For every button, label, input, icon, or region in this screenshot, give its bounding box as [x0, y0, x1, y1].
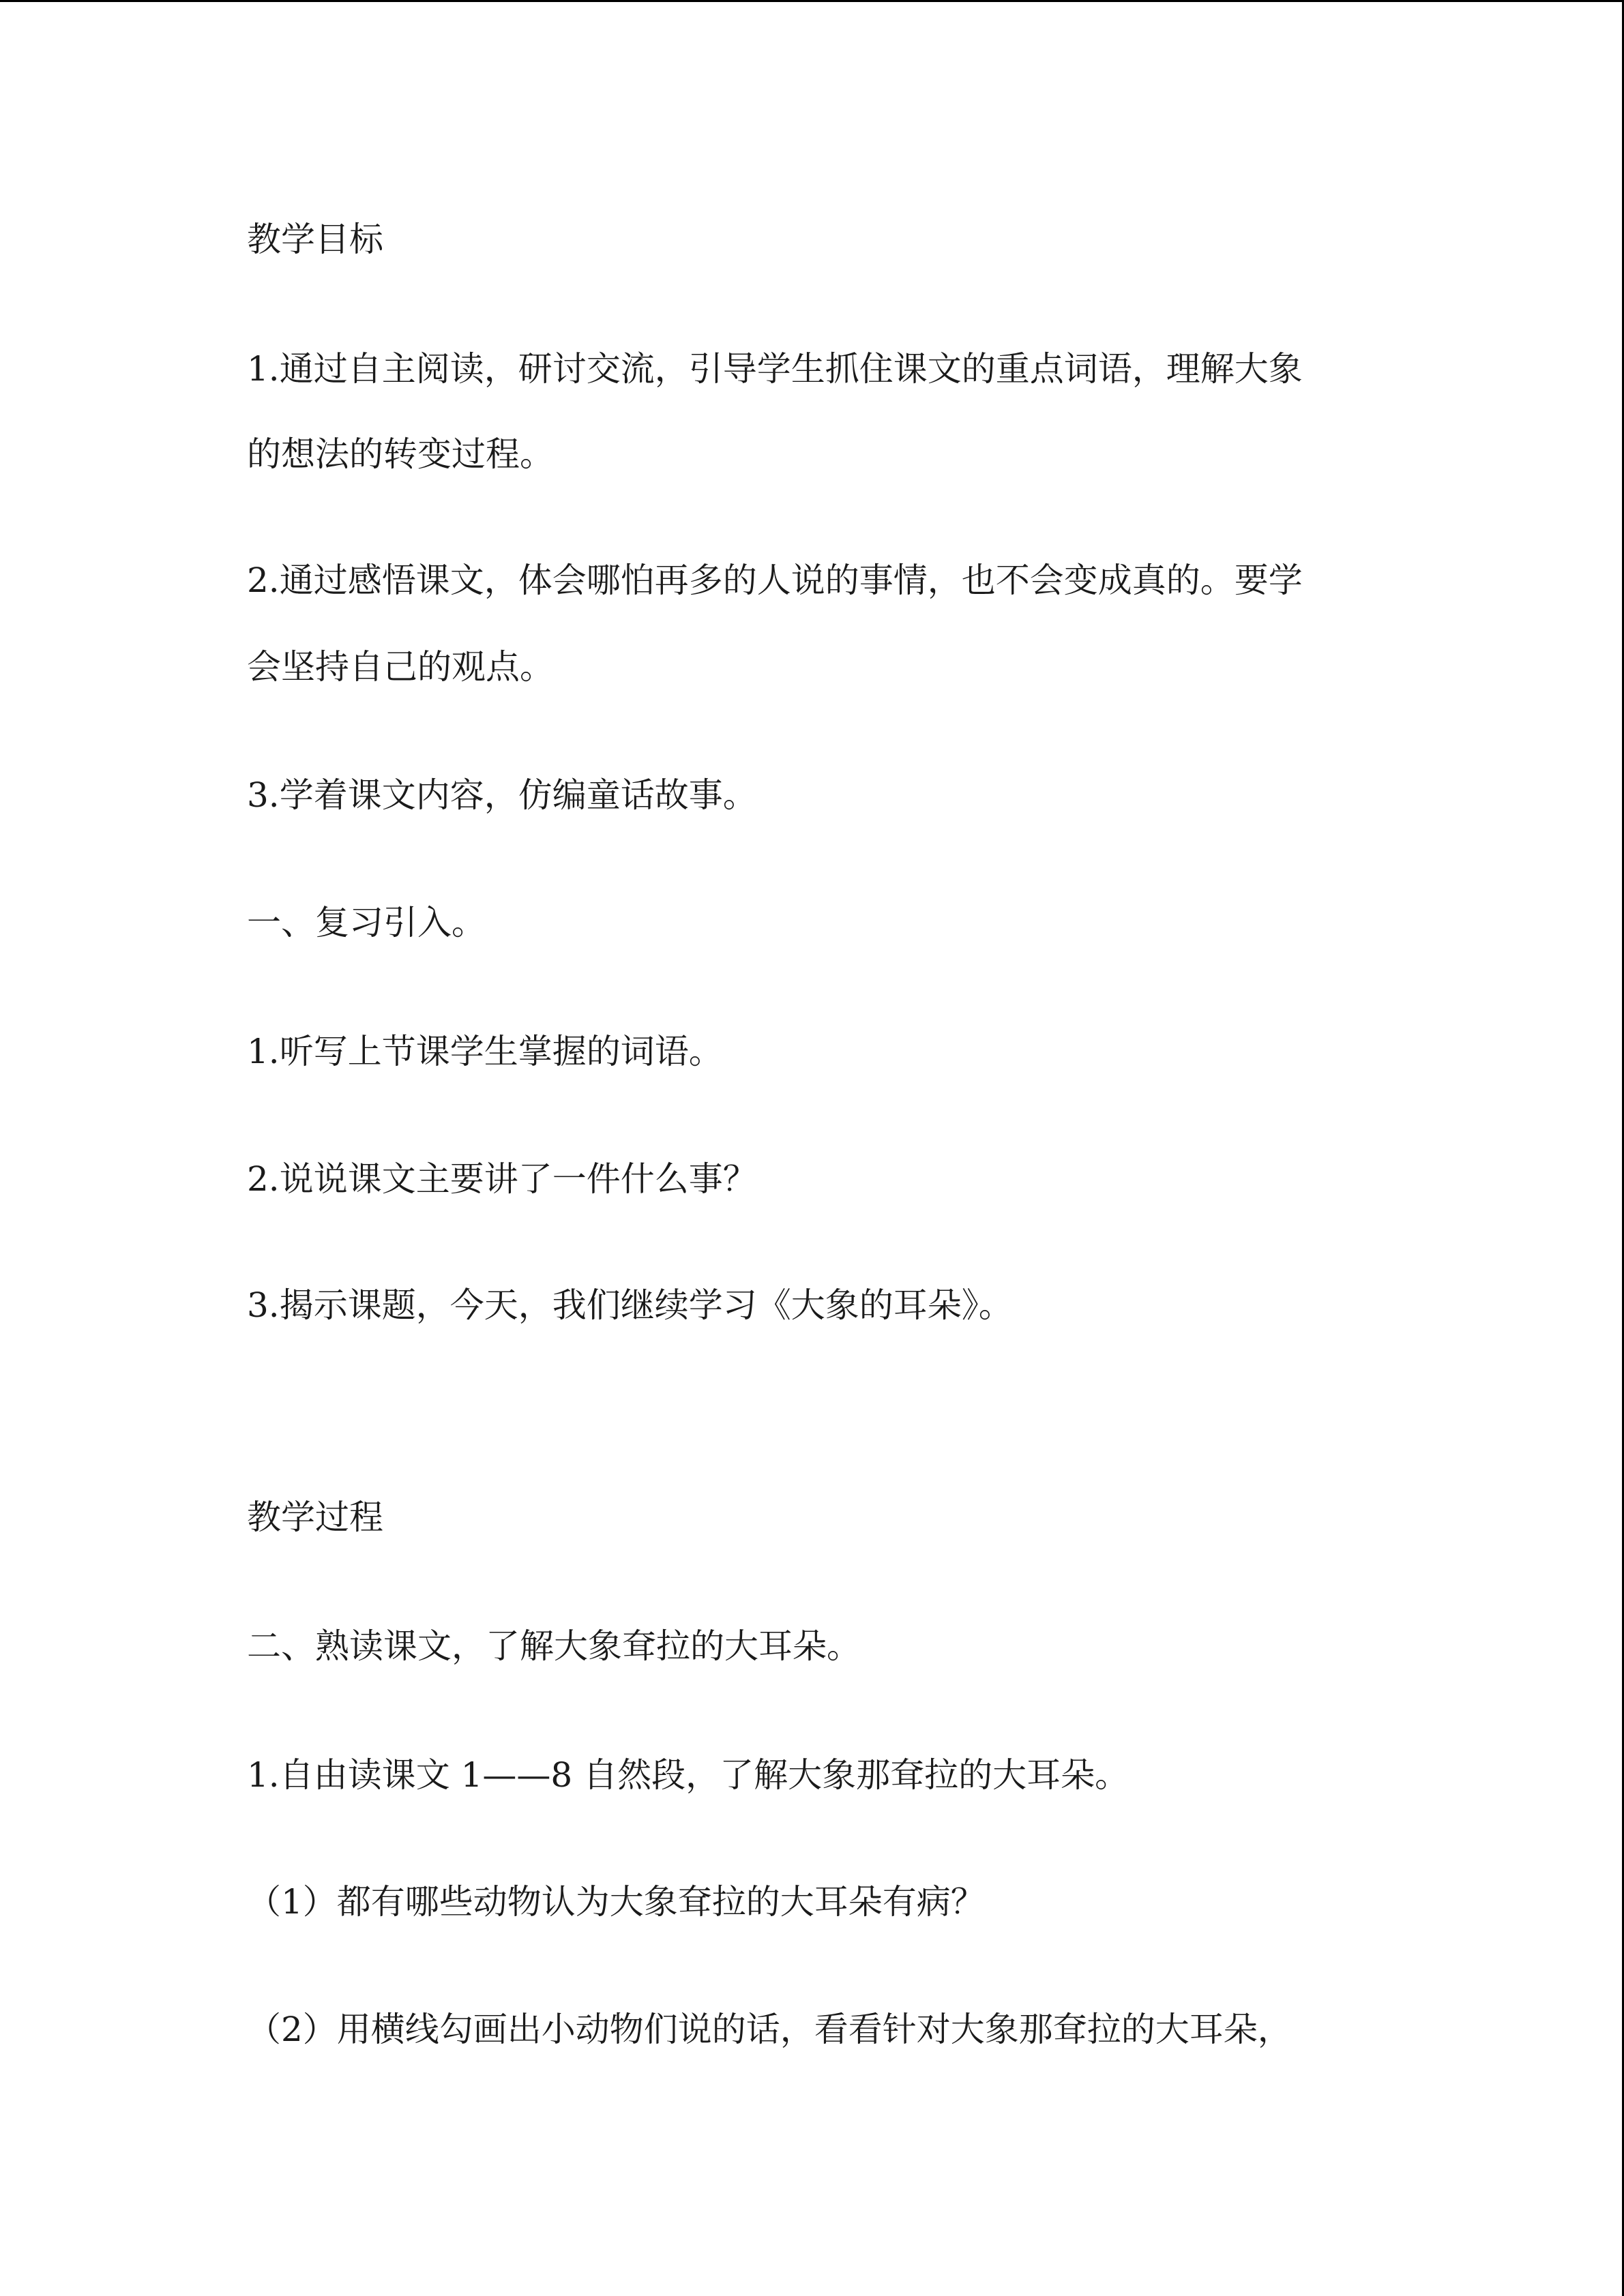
section-heading-reading: 二、熟读课文，了解大象耷拉的大耳朵。 [247, 1626, 861, 1666]
paragraph-line: 3.学着课文内容，仿编童话故事。 [247, 775, 757, 815]
paragraph-line: 1.通过自主阅读，研讨交流，引导学生抓住课文的重点词语，理解大象 [247, 349, 1303, 389]
paragraph-line: 1.自由读课文 1——8 自然段，了解大象那耷拉的大耳朵。 [247, 1755, 1130, 1795]
paragraph-line: （1）都有哪些动物认为大象耷拉的大耳朵有病？ [247, 1882, 985, 1922]
paragraph-line: 3.揭示课题，今天，我们继续学习《大象的耳朵》。 [247, 1285, 1013, 1325]
section-heading-process: 教学过程 [247, 1497, 383, 1537]
paragraph-line: 2.说说课文主要讲了一件什么事？ [247, 1159, 757, 1199]
section-heading-objectives: 教学目标 [247, 220, 383, 259]
paragraph-line: 1.听写上节课学生掌握的词语。 [247, 1032, 723, 1071]
section-heading-review: 一、复习引入。 [247, 903, 486, 942]
paragraph-line: （2）用横线勾画出小动物们说的话，看看针对大象那耷拉的大耳朵， [247, 2010, 1292, 2049]
paragraph-line: 会坚持自己的观点。 [247, 647, 554, 687]
paragraph-line: 的想法的转变过程。 [247, 434, 554, 474]
paragraph-line: 2.通过感悟课文，体会哪怕再多的人说的事情，也不会变成真的。要学 [247, 561, 1303, 600]
